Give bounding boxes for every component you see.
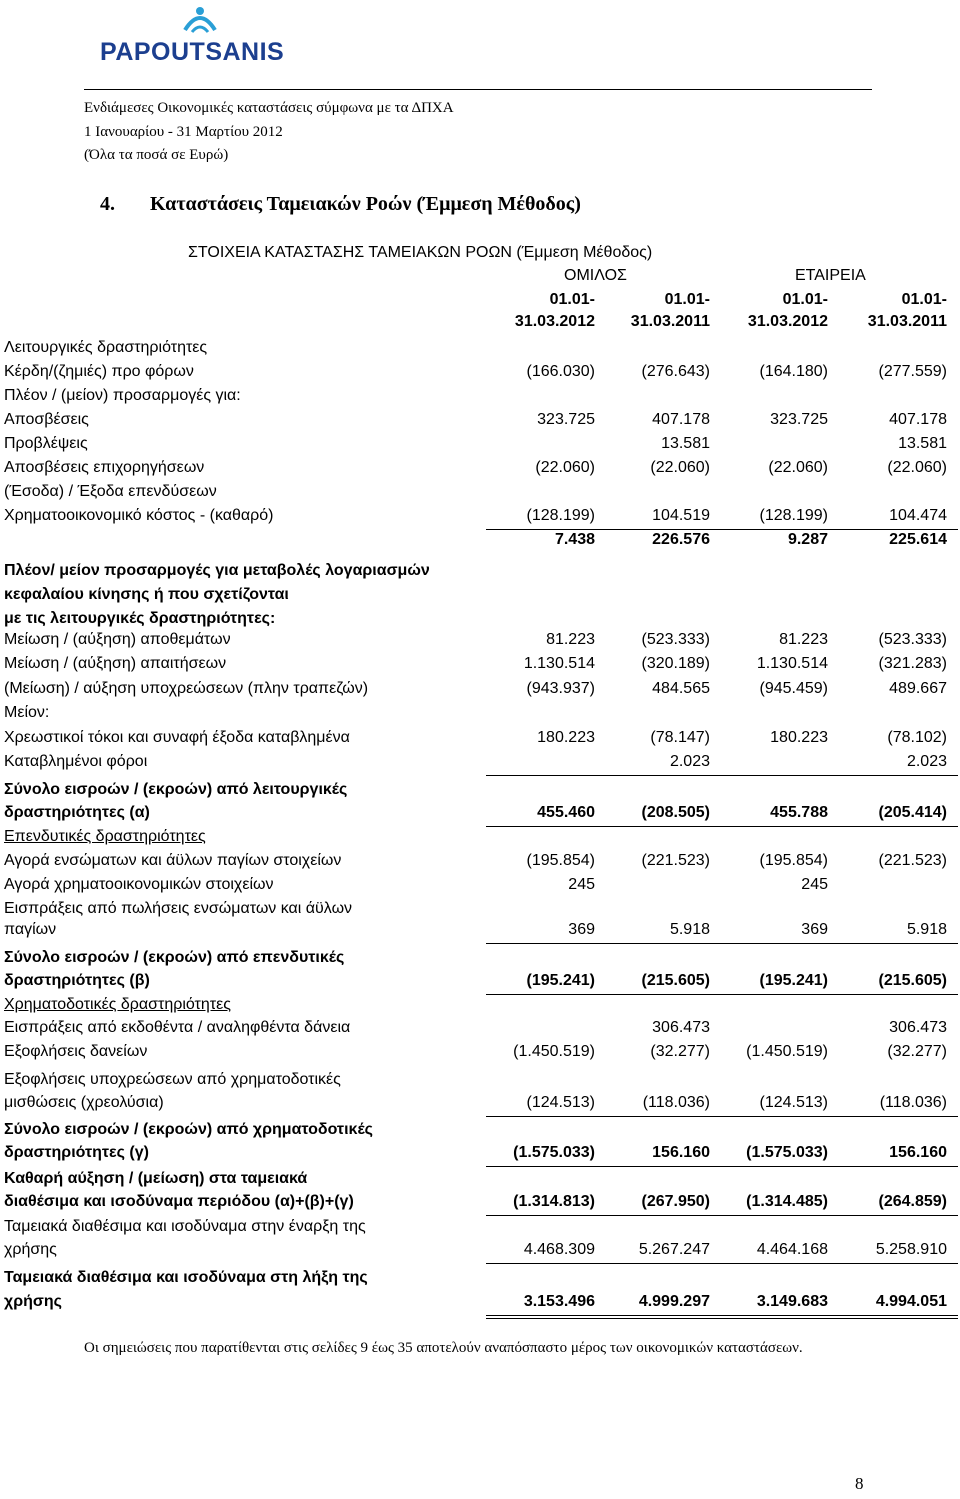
row-value-col2: 5.267.247 <box>638 1241 710 1258</box>
row-value-col3: (164.180) <box>759 363 828 380</box>
total-underline <box>486 1263 958 1264</box>
page-number: 8 <box>855 1474 864 1493</box>
row-value-col4: (215.605) <box>878 972 947 989</box>
row-value-col2: 484.565 <box>652 680 710 697</box>
row-value-col4: 306.473 <box>889 1019 947 1036</box>
row-value-col1: (166.030) <box>526 363 595 380</box>
row-value-col2: (276.643) <box>641 363 710 380</box>
row-label: Ταμειακά διαθέσιμα και ισοδύναμα στην έναρξη της <box>4 1218 366 1235</box>
row-label: Αγορά χρηματοοικονομικών στοιχείων <box>4 876 274 893</box>
row-value-col3: (124.513) <box>759 1094 828 1111</box>
row-value-col3: (195.854) <box>759 852 828 869</box>
column-header-4-line2: 31.03.2011 <box>867 313 947 330</box>
company-label: ΕΤΑΙΡΕΙΑ <box>795 267 866 284</box>
row-value-col4: (321.283) <box>878 655 947 672</box>
row-value-col2: (320.189) <box>641 655 710 672</box>
row-label: Αγορά ενσώματων και άϋλων παγίων στοιχείων <box>4 852 342 869</box>
row-value-col1: (128.199) <box>526 507 595 524</box>
row-value-col2: 13.581 <box>661 435 710 452</box>
row-label: Επενδυτικές δραστηριότητες <box>4 828 206 845</box>
row-value-col4: 489.667 <box>889 680 947 697</box>
row-value-col1: (1.450.519) <box>513 1043 595 1060</box>
row-value-col4: 156.160 <box>889 1144 947 1161</box>
row-value-col4: 104.474 <box>889 507 947 524</box>
row-value-col4: 5.258.910 <box>875 1241 947 1258</box>
row-value-col3: 245 <box>801 876 828 893</box>
row-value-col1: 81.223 <box>546 631 595 648</box>
row-label: μισθώσεις (χρεολύσια) <box>4 1094 164 1111</box>
total-underline <box>486 1315 958 1316</box>
row-value-col3: (128.199) <box>759 507 828 524</box>
row-value-col4: (264.859) <box>878 1193 947 1210</box>
row-value-col2: 407.178 <box>652 411 710 428</box>
row-value-col1: 180.223 <box>537 729 595 746</box>
row-value-col4: (205.414) <box>878 804 947 821</box>
section-title <box>100 193 581 216</box>
row-value-col4: (221.523) <box>878 852 947 869</box>
doc-header-line2: 1 Ιανουαρίου - 31 Μαρτίου 2012 <box>84 124 283 140</box>
row-label: δραστηριότητες (α) <box>4 804 150 821</box>
row-value-col4: (32.277) <box>887 1043 947 1060</box>
total-underline <box>486 775 958 776</box>
row-label: Σύνολο εισροών / (εκροών) από χρηματοδοτικές <box>4 1121 373 1138</box>
row-label: Χρεωστικοί τόκοι και συναφή έξοδα καταβλημένα <box>4 729 350 746</box>
row-value-col3: 9.287 <box>787 531 828 548</box>
row-value-col1: (195.241) <box>526 972 595 989</box>
row-value-col2: (523.333) <box>641 631 710 648</box>
section-title-text: Καταστάσεις Ταμειακών Ροών (Έμμεση Μέθοδος) <box>150 193 581 215</box>
row-value-col4: (78.102) <box>887 729 947 746</box>
row-value-col1: 369 <box>568 921 595 938</box>
row-label: Πλέον/ μείον προσαρμογές για μεταβολές λογαριασμών <box>4 562 430 579</box>
row-value-col4: 2.023 <box>906 753 947 770</box>
row-label: Εισπράξεις από εκδοθέντα / αναληφθέντα δάνεια <box>4 1019 351 1036</box>
column-header-2-line1: 01.01- <box>664 291 710 308</box>
row-label: κεφαλαίου κίνησης ή που σχετίζονται <box>4 586 289 603</box>
row-label: (Έσοδα) / Έξοδα επενδύσεων <box>4 483 217 500</box>
row-label: Χρηματοοικονομικό κόστος - (καθαρό) <box>4 507 274 524</box>
row-label: Χρηματοδοτικές δραστηριότητες <box>4 996 231 1013</box>
column-header-4-line1: 01.01- <box>901 291 947 308</box>
row-value-col3: 81.223 <box>779 631 828 648</box>
row-label: Προβλέψεις <box>4 435 88 452</box>
row-label: Μείον: <box>4 704 50 721</box>
row-label: Αποσβέσεις επιχορηγήσεων <box>4 459 205 476</box>
row-value-col4: (277.559) <box>878 363 947 380</box>
row-value-col3: 4.464.168 <box>756 1241 828 1258</box>
row-value-col4: 407.178 <box>889 411 947 428</box>
row-value-col3: 180.223 <box>770 729 828 746</box>
row-value-col1: 455.460 <box>537 804 595 821</box>
row-value-col1: (1.314.813) <box>513 1193 595 1210</box>
column-header-1 <box>485 289 595 333</box>
row-value-col3: (1.575.033) <box>746 1144 828 1161</box>
row-value-col3: 323.725 <box>770 411 828 428</box>
row-label: Καθαρή αύξηση / (μείωση) στα ταμειακά <box>4 1170 308 1187</box>
row-label: Σύνολο εισροών / (εκροών) από λειτουργικές <box>4 781 348 798</box>
footnote: Οι σημειώσεις που παρατίθενται στις σελίδες 9 έως 35 αποτελούν αναπόσπαστο μέρος των οικονομικών καταστάσεων. <box>84 1340 803 1356</box>
row-value-col3: 3.149.683 <box>756 1293 828 1310</box>
row-label: Ταμειακά διαθέσιμα και ισοδύναμα στη λήξη της <box>4 1269 368 1286</box>
statement-title: ΣΤΟΙΧΕΙΑ ΚΑΤΑΣΤΑΣΗΣ ΤΑΜΕΙΑΚΩΝ ΡΟΩΝ (Έμμεση Μέθοδος) <box>188 244 653 261</box>
column-header-3 <box>718 289 828 333</box>
row-value-col1: 245 <box>568 876 595 893</box>
row-label: Μείωση / (αύξηση) απαιτήσεων <box>4 655 227 672</box>
row-value-col1: (195.854) <box>526 852 595 869</box>
row-value-col3: 369 <box>801 921 828 938</box>
header-divider <box>84 89 872 90</box>
total-underline <box>486 943 958 944</box>
row-value-col1: (943.937) <box>526 680 595 697</box>
column-header-2-line2: 31.03.2011 <box>630 313 710 330</box>
column-header-1-line2: 31.03.2012 <box>514 313 595 330</box>
row-value-col2: (22.060) <box>650 459 710 476</box>
row-value-col2: (78.147) <box>650 729 710 746</box>
row-value-col4: (118.036) <box>879 1094 947 1111</box>
row-value-col1: 7.438 <box>554 531 595 548</box>
row-label: Εξοφλήσεις δανείων <box>4 1043 148 1060</box>
column-header-3-line1: 01.01- <box>782 291 828 308</box>
row-value-col1: 3.153.496 <box>523 1293 595 1310</box>
row-value-col1: (1.575.033) <box>513 1144 595 1161</box>
row-label: (Μείωση) / αύξηση υποχρεώσεων (πλην τραπεζών) <box>4 680 369 697</box>
row-label: Εξοφλήσεις υποχρεώσεων από χρηματοδοτικές <box>4 1071 341 1088</box>
row-label: με τις λειτουργικές δραστηριότητες: <box>4 610 276 627</box>
row-label: Πλέον / (μείον) προσαρμογές για: <box>4 387 241 404</box>
row-value-col4: 5.918 <box>906 921 947 938</box>
row-value-col3: 1.130.514 <box>756 655 828 672</box>
row-value-col2: (215.605) <box>641 972 710 989</box>
row-value-col2: (32.277) <box>650 1043 710 1060</box>
row-label: χρήσης <box>4 1241 57 1258</box>
company-logo <box>100 2 300 68</box>
row-value-col2: 2.023 <box>669 753 710 770</box>
row-label: χρήσης <box>4 1293 62 1310</box>
row-label: Καταβλημένοι φόροι <box>4 753 148 770</box>
row-label: Αποσβέσεις <box>4 411 89 428</box>
row-value-col2: (267.950) <box>641 1193 710 1210</box>
row-value-col1: 323.725 <box>537 411 595 428</box>
row-value-col2: (221.523) <box>641 852 710 869</box>
row-value-col3: (1.314.485) <box>746 1193 828 1210</box>
total-underline <box>486 994 958 995</box>
section-number: 4. <box>100 193 115 215</box>
row-value-col1: 1.130.514 <box>523 655 595 672</box>
column-header-2 <box>600 289 710 333</box>
row-label: δραστηριότητες (β) <box>4 972 150 989</box>
row-value-col3: (22.060) <box>768 459 828 476</box>
row-value-col1: 4.468.309 <box>523 1241 595 1258</box>
logo-mark-icon <box>100 2 300 42</box>
row-label: παγίων <box>4 921 57 938</box>
row-value-col2: 5.918 <box>669 921 710 938</box>
row-value-col4: (22.060) <box>887 459 947 476</box>
row-label: Λειτουργικές δραστηριότητες <box>4 339 208 356</box>
logo-wordmark: PAPOUTSANIS <box>100 38 285 66</box>
row-value-col3: (945.459) <box>759 680 828 697</box>
row-label: Εισπράξεις από πωλήσεις ενσώματων και άϋλων <box>4 900 353 917</box>
row-label: Σύνολο εισροών / (εκροών) από επενδυτικές <box>4 949 345 966</box>
row-value-col3: (195.241) <box>759 972 828 989</box>
row-label: Μείωση / (αύξηση) αποθεμάτων <box>4 631 231 648</box>
column-header-4 <box>837 289 947 333</box>
total-underline <box>486 1116 958 1117</box>
row-value-col2: 226.576 <box>652 531 710 548</box>
doc-header-line1: Ενδιάμεσες Οικονομικές καταστάσεις σύμφωνα με τα ΔΠΧΑ <box>84 100 454 116</box>
total-underline <box>486 1215 958 1216</box>
row-value-col3: 455.788 <box>770 804 828 821</box>
row-value-col1: (124.513) <box>526 1094 595 1111</box>
row-label: Κέρδη/(ζημιές) προ φόρων <box>4 363 194 380</box>
row-value-col3: (1.450.519) <box>746 1043 828 1060</box>
total-underline <box>486 1318 958 1319</box>
row-value-col2: 306.473 <box>652 1019 710 1036</box>
doc-header-line3: (Όλα τα ποσά σε Ευρώ) <box>84 147 229 163</box>
row-label: δραστηριότητες (γ) <box>4 1144 149 1161</box>
row-value-col1: (22.060) <box>535 459 595 476</box>
row-label: διαθέσιμα και ισοδύναμα περιόδου (α)+(β)+(γ) <box>4 1193 354 1210</box>
row-value-col2: 4.999.297 <box>638 1293 710 1310</box>
row-value-col2: 104.519 <box>652 507 710 524</box>
row-value-col2: (118.036) <box>642 1094 710 1111</box>
total-underline <box>486 826 958 827</box>
row-value-col4: 225.614 <box>889 531 947 548</box>
row-value-col4: 4.994.051 <box>875 1293 947 1310</box>
column-header-3-line2: 31.03.2012 <box>747 313 828 330</box>
group-label: ΟΜΙΛΟΣ <box>564 267 627 284</box>
row-value-col4: 13.581 <box>898 435 947 452</box>
total-underline <box>486 1166 958 1167</box>
column-header-1-line1: 01.01- <box>549 291 595 308</box>
row-value-col4: (523.333) <box>878 631 947 648</box>
row-value-col2: (208.505) <box>641 804 710 821</box>
row-value-col2: 156.160 <box>652 1144 710 1161</box>
